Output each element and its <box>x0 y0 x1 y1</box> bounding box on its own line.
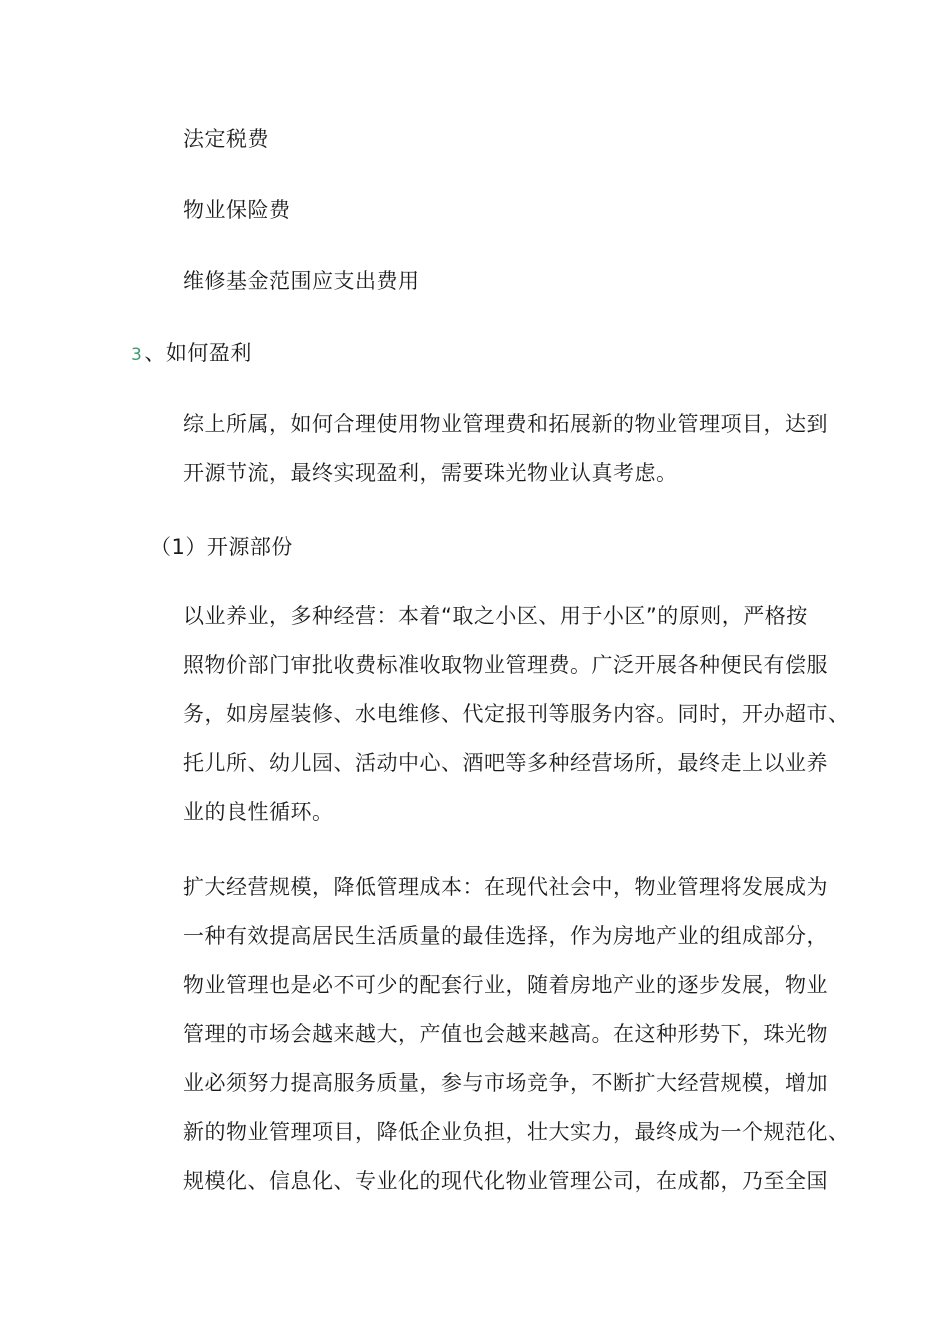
paragraph-line: 开源节流，最终实现盈利，需要珠光物业认真考虑。 <box>183 461 678 485</box>
section-3-heading <box>131 338 252 370</box>
subsection-1-heading: （1）开源部份 <box>150 535 293 559</box>
section-3-intro-paragraph <box>183 409 903 507</box>
paragraph-line: 物业管理也是必不可少的配套行业，随着房地产业的逐步发展，物业 <box>183 973 828 997</box>
paragraph-line: 综上所属，如何合理使用物业管理费和拓展新的物业管理项目，达到 <box>183 412 828 436</box>
subsection-1-paragraph-1 <box>183 601 903 846</box>
paragraph-line: 一种有效提高居民生活质量的最佳选择，作为房地产业的组成部分， <box>183 924 828 948</box>
list-item-maintenance-fund: 维修基金范围应支出费用 <box>183 269 420 293</box>
paragraph-line: 托儿所、幼儿园、活动中心、酒吧等多种经营场所，最终走上以业养 <box>183 751 828 775</box>
paragraph-line: 业必须努力提高服务质量，参与市场竞争，不断扩大经营规模，增加 <box>183 1071 828 1095</box>
paragraph-line: 照物价部门审批收费标准收取物业管理费。广泛开展各种便民有偿服 <box>183 653 828 677</box>
paragraph-line: 管理的市场会越来越大，产值也会越来越高。在这种形势下，珠光物 <box>183 1022 828 1046</box>
paragraph-line: 业的良性循环。 <box>183 800 334 824</box>
paragraph-line: 扩大经营规模，降低管理成本：在现代社会中，物业管理将发展成为 <box>183 875 828 899</box>
paragraph-line: 务，如房屋装修、水电维修、代定报刊等服务内容。同时，开办超市、 <box>183 702 850 726</box>
section-number: 3 <box>131 345 143 365</box>
list-item-property-insurance: 物业保险费 <box>183 198 291 222</box>
paragraph-line: 新的物业管理项目，降低企业负担，壮大实力，最终成为一个规范化、 <box>183 1120 850 1144</box>
section-title: 、如何盈利 <box>144 341 252 365</box>
subsection-1-paragraph-2 <box>183 872 903 1215</box>
list-item-statutory-taxes: 法定税费 <box>183 127 269 151</box>
paragraph-line: 以业养业，多种经营：本着“取之小区、用于小区”的原则，严格按 <box>183 604 808 628</box>
paragraph-line: 规模化、信息化、专业化的现代化物业管理公司，在成都，乃至全国 <box>183 1169 828 1193</box>
